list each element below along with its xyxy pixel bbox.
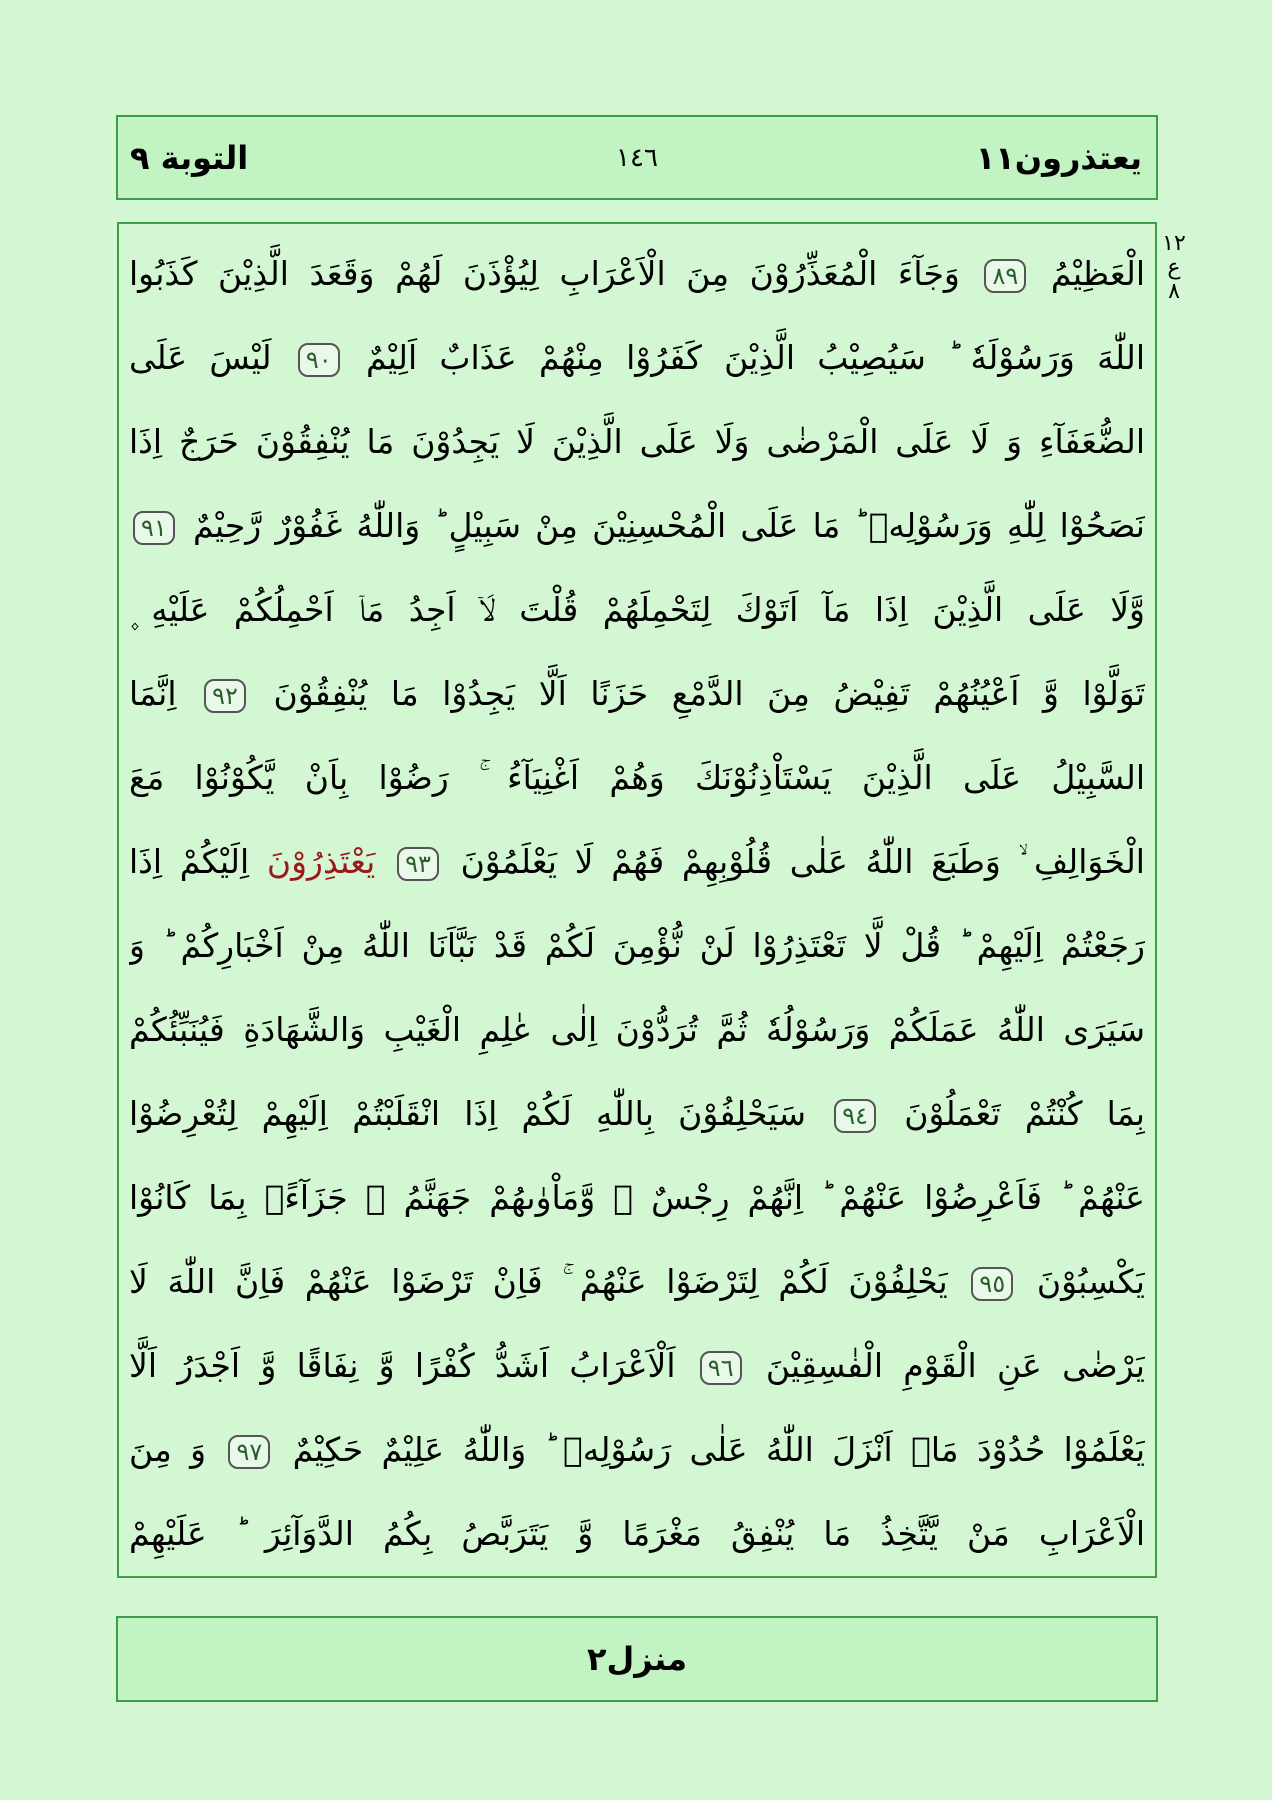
para-name: يعتذرون١١ bbox=[975, 139, 1142, 177]
text-line bbox=[129, 820, 1145, 904]
verse-text: السَّبِيْلُ عَلَى الَّذِيْنَ يَسْتَاْذِنُوْنَكَ وَهُمْ اَغْنِيَآءُ ۚ رَضُوْا بِاَنْ يَّكُوْنُوْا مَعَ bbox=[129, 758, 1145, 797]
verse-text: اِلَيْكُمْ اِذَا bbox=[129, 842, 250, 881]
verse-text: سَيَرَى اللّٰهُ عَمَلَكُمْ وَرَسُوْلُهٗ ثُمَّ تُرَدُّوْنَ اِلٰى عٰلِمِ الْغَيْبِ وَالشَّهَادَةِ فَيُنَبِّئُكُمْ bbox=[129, 1010, 1145, 1049]
ayah-number-marker: ٩٦ bbox=[700, 1351, 742, 1385]
text-line bbox=[129, 1156, 1145, 1240]
ayah-number-marker: ٩٤ bbox=[834, 1099, 876, 1133]
ruku-mark: ع bbox=[1167, 255, 1181, 280]
page-header bbox=[116, 115, 1158, 200]
verse-text: يَعْلَمُوْا حُدُوْدَ مَاۤ اَنْزَلَ اللّٰهُ عَلٰى رَسُوْلِهٖ ؕ وَاللّٰهُ عَلِيْمٌ حَكِيْمٌ bbox=[292, 1430, 1145, 1469]
ruku-count-bottom: ٨ bbox=[1168, 279, 1180, 304]
verse-text: عَنْهُمْ ؕ فَاَعْرِضُوْا عَنْهُمْ ؕ اِنَّهُمْ رِجْسٌ ۫ وَّمَاْوٰىهُمْ جَهَنَّمُ ۚ جَزَآءًۢ بِمَا كَانُوْا bbox=[129, 1178, 1145, 1217]
verse-text: نَصَحُوْا لِلّٰهِ وَرَسُوْلِهٖ ؕ مَا عَلَى الْمُحْسِنِيْنَ مِنْ سَبِيْلٍ ؕ وَاللّٰهُ غَفُوْرٌ رَّحِيْمٌ bbox=[192, 506, 1145, 545]
surah-name: التوبة ٩ bbox=[130, 139, 249, 177]
text-line bbox=[129, 988, 1145, 1072]
page-footer bbox=[116, 1616, 1158, 1702]
highlighted-word: يَعْتَذِرُوْنَ bbox=[266, 842, 376, 881]
verse-text: تَوَلَّوْا وَّ اَعْيُنُهُمْ تَفِيْضُ مِنَ الدَّمْعِ حَزَنًا اَلَّا يَجِدُوْا مَا يُنْفِقُوْنَ bbox=[273, 674, 1145, 713]
verse-text: سَيَحْلِفُوْنَ بِاللّٰهِ لَكُمْ اِذَا انْقَلَبْتُمْ اِلَيْهِمْ لِتُعْرِضُوْا bbox=[129, 1094, 806, 1133]
verse-text: لَيْسَ عَلَى bbox=[129, 338, 272, 377]
text-line bbox=[129, 316, 1145, 400]
verse-text: اللّٰهَ وَرَسُوْلَهٗ ؕ سَيُصِيْبُ الَّذِيْنَ كَفَرُوْا مِنْهُمْ عَذَابٌ اَلِيْمٌ bbox=[365, 338, 1145, 377]
verse-text: اِنَّمَا bbox=[129, 674, 177, 713]
page-number: ١٤٦ bbox=[616, 143, 658, 173]
text-line bbox=[129, 400, 1145, 484]
ruku-marker bbox=[1160, 232, 1188, 304]
verse-text: وَجَآءَ الْمُعَذِّرُوْنَ مِنَ الْاَعْرَابِ لِيُؤْذَنَ لَهُمْ وَقَعَدَ الَّذِيْنَ كَذَبُوا bbox=[129, 254, 960, 293]
text-line bbox=[129, 1492, 1145, 1576]
verse-text: الْاَعْرَابِ مَنْ يَّتَّخِذُ مَا يُنْفِقُ مَغْرَمًا وَّ يَتَرَبَّصُ بِكُمُ الدَّوَآئِرَ ؕ عَلَيْهِمْ bbox=[129, 1514, 1145, 1553]
ayah-number-marker: ٩١ bbox=[133, 511, 175, 545]
text-line bbox=[129, 232, 1145, 316]
text-line bbox=[129, 904, 1145, 988]
ayah-number-marker: ٩٣ bbox=[397, 847, 439, 881]
ayah-number-marker: ٩٥ bbox=[971, 1267, 1013, 1301]
text-line bbox=[129, 736, 1145, 820]
verse-text: الضُّعَفَآءِ وَ لَا عَلَى الْمَرْضٰى وَلَا عَلَى الَّذِيْنَ لَا يَجِدُوْنَ مَا يُنْفِقُوْنَ حَرَجٌ اِذَا bbox=[129, 422, 1145, 461]
verse-text: يَكْسِبُوْنَ bbox=[1036, 1262, 1145, 1301]
verse-text: اَلْاَعْرَابُ اَشَدُّ كُفْرًا وَّ نِفَاقًا وَّ اَجْدَرُ اَلَّا bbox=[129, 1346, 676, 1385]
ruku-count-top: ١٢ bbox=[1162, 231, 1186, 256]
text-line bbox=[129, 568, 1145, 652]
text-line bbox=[129, 652, 1145, 736]
verse-text: الْعَظِيْمُ bbox=[1050, 254, 1145, 293]
verse-text: يَرْضٰى عَنِ الْقَوْمِ الْفٰسِقِيْنَ bbox=[765, 1346, 1145, 1385]
ayah-number-marker: ٩٠ bbox=[298, 343, 340, 377]
text-line bbox=[129, 1324, 1145, 1408]
ayah-number-marker: ٩٧ bbox=[228, 1435, 270, 1469]
text-line bbox=[129, 484, 1145, 568]
verse-text: بِمَا كُنْتُمْ تَعْمَلُوْنَ bbox=[904, 1094, 1145, 1133]
text-line bbox=[129, 1408, 1145, 1492]
verse-text: رَجَعْتُمْ اِلَيْهِمْ ؕ قُلْ لَّا تَعْتَذِرُوْا لَنْ نُّؤْمِنَ لَكُمْ قَدْ نَبَّاَنَا اللّٰهُ مِنْ اَخْبَارِكُمْ ؕ وَ bbox=[129, 926, 1145, 965]
quran-text-frame bbox=[117, 222, 1157, 1578]
text-line bbox=[129, 1072, 1145, 1156]
ayah-number-marker: ٩٢ bbox=[204, 679, 246, 713]
verse-text: الْخَوَالِفِ ۙ وَطَبَعَ اللّٰهُ عَلٰى قُلُوْبِهِمْ فَهُمْ لَا يَعْلَمُوْنَ bbox=[460, 842, 1145, 881]
text-line bbox=[129, 1240, 1145, 1324]
verse-text: وَ مِنَ bbox=[129, 1430, 207, 1469]
verse-text: يَحْلِفُوْنَ لَكُمْ لِتَرْضَوْا عَنْهُمْ ۚ فَاِنْ تَرْضَوْا عَنْهُمْ فَاِنَّ اللّٰهَ لَا bbox=[129, 1262, 948, 1301]
verse-text: وَّلَا عَلَى الَّذِيْنَ اِذَا مَآ اَتَوْكَ لِتَحْمِلَهُمْ قُلْتَ لَاۤ اَجِدُ مَاۤ اَحْمِلُكُمْ عَلَيْهِ ۪ bbox=[129, 590, 1145, 629]
manzil-label: منزل٢ bbox=[586, 1640, 688, 1678]
ayah-number-marker: ٨٩ bbox=[984, 259, 1026, 293]
